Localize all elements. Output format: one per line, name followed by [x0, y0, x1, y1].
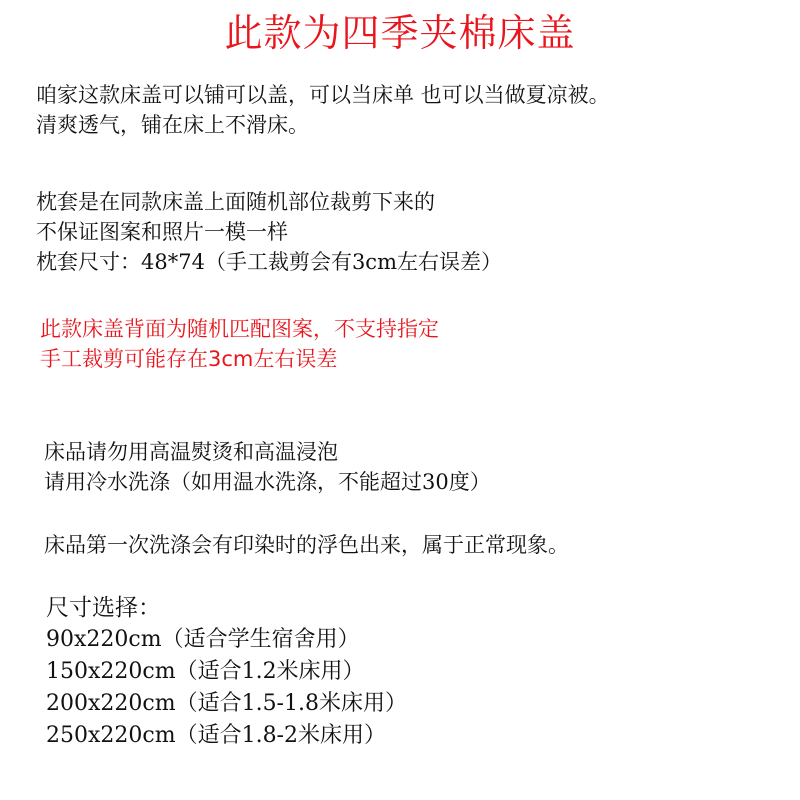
size-options-list [46, 592, 407, 752]
care-instructions-paragraph [44, 437, 491, 497]
size-option: 150x220cm（适合1.2米床用） [46, 659, 365, 684]
pillowcase-paragraph [36, 187, 502, 277]
intro-paragraph [36, 80, 610, 140]
pillowcase-size-line: 枕套尺寸：48*74（手工裁剪会有3cm左右误差） [36, 250, 502, 274]
color-fade-paragraph [44, 530, 569, 560]
notice-line-1: 此款床盖背面为随机匹配图案，不支持指定 [40, 317, 439, 341]
intro-line-1: 咱家这款床盖可以铺可以盖，可以当床单 也可以当做夏凉被。 [36, 83, 610, 107]
pillowcase-line-2: 不保证图案和照片一模一样 [36, 220, 288, 244]
size-option: 90x220cm（适合学生宿舍用） [46, 627, 360, 652]
size-option: 250x220cm（适合1.8-2米床用） [46, 723, 386, 748]
size-options-heading: 尺寸选择： [46, 595, 161, 621]
care-line-2: 请用冷水洗涤（如用温水洗涤，不能超过30度） [44, 470, 491, 494]
intro-line-2: 清爽透气，铺在床上不滑床。 [36, 113, 309, 137]
red-notice-paragraph [40, 314, 439, 374]
size-option: 200x220cm（适合1.5-1.8米床用） [46, 691, 407, 716]
page-title: 此款为四季夹棉床盖 [224, 11, 576, 55]
notice-line-2: 手工裁剪可能存在3cm左右误差 [40, 347, 338, 371]
fade-line-1: 床品第一次洗涤会有印染时的浮色出来，属于正常现象。 [44, 533, 569, 557]
care-line-1: 床品请勿用高温熨烫和高温浸泡 [44, 440, 338, 464]
pillowcase-line-1: 枕套是在同款床盖上面随机部位裁剪下来的 [36, 190, 435, 214]
